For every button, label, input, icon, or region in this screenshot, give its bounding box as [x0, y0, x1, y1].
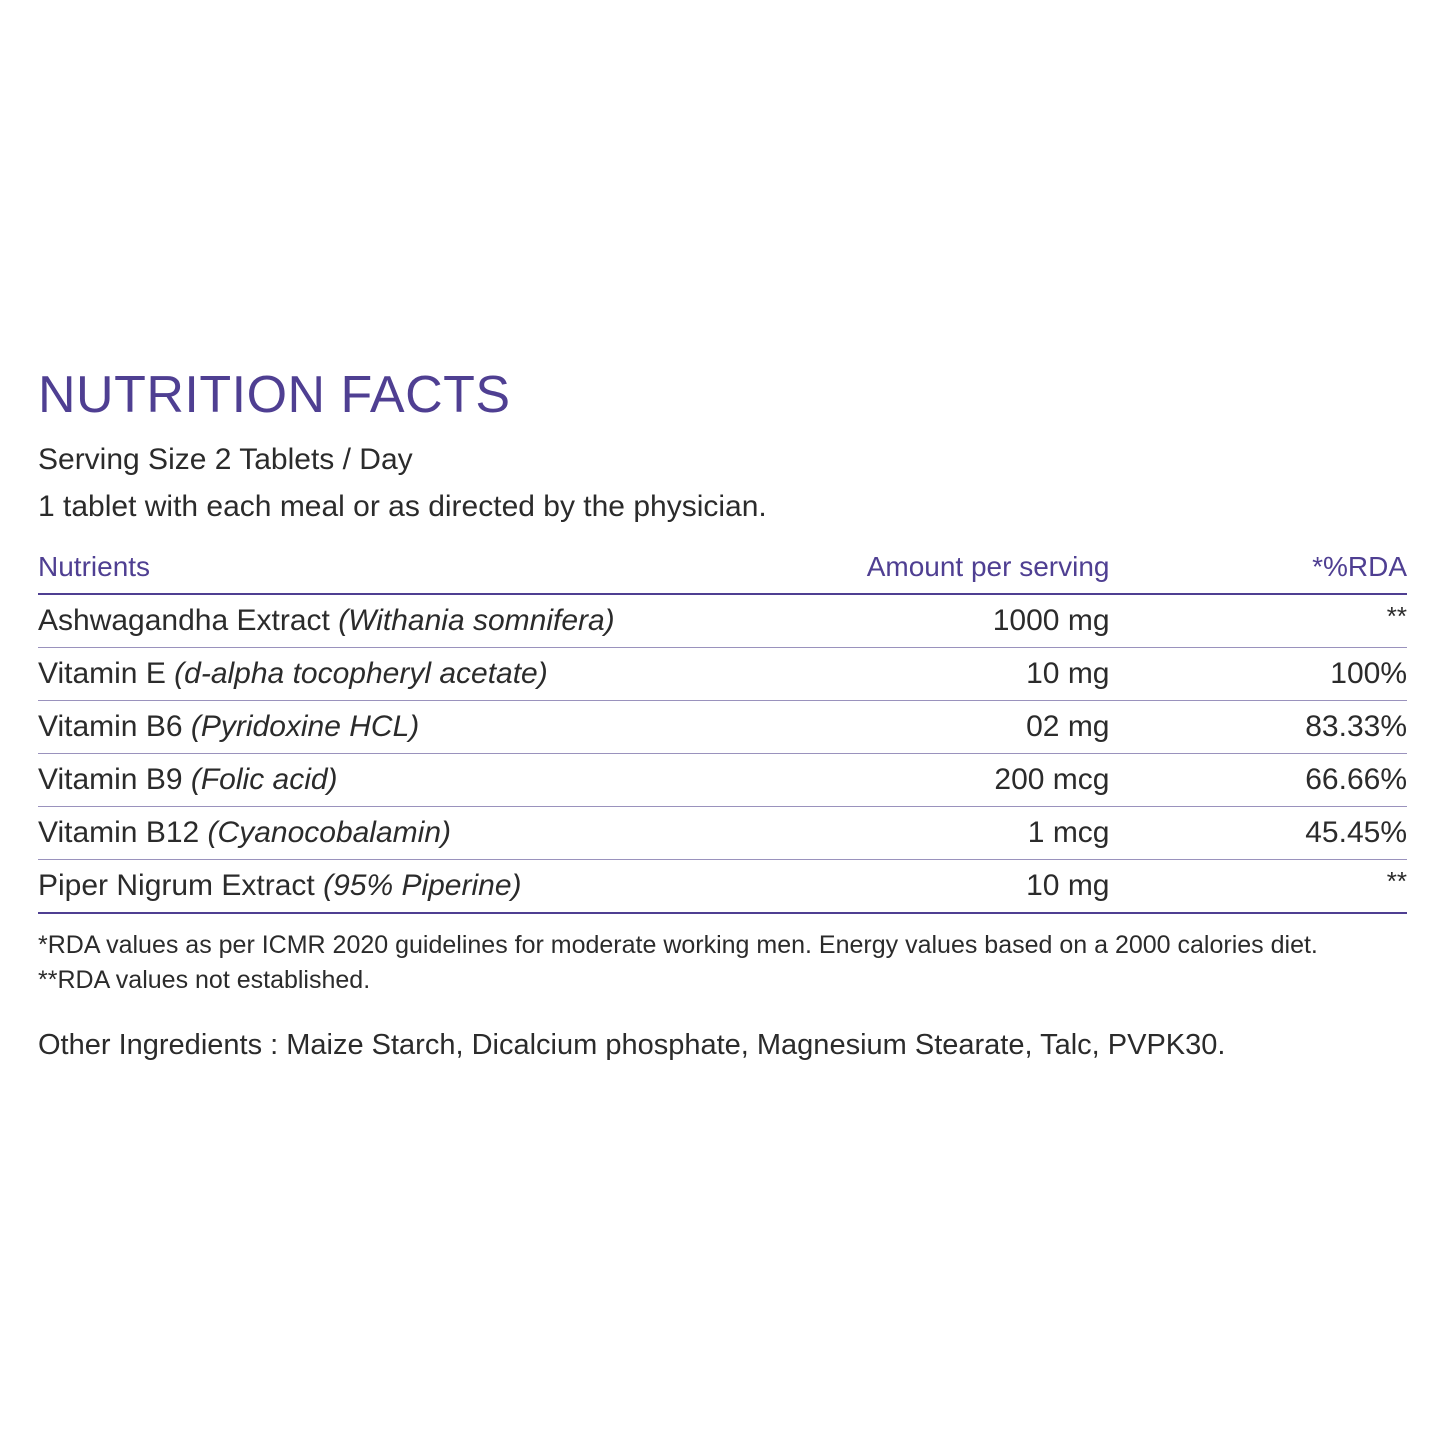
table-row — [38, 753, 1407, 806]
nutrient-name — [38, 753, 750, 806]
nutrient-rda: 66.66% — [1120, 753, 1408, 806]
nutrient-common-name: Ashwagandha Extract — [38, 603, 339, 637]
nutrient-name — [38, 647, 750, 700]
table-row — [38, 647, 1407, 700]
nutrient-amount: 200 mcg — [750, 753, 1120, 806]
nutrient-amount: 10 mg — [750, 647, 1120, 700]
other-ingredients-text: Other Ingredients : Maize Starch, Dicalcium phosphate, Magnesium Stearate, Talc, PVPK30. — [38, 1028, 1226, 1061]
table-header-row — [38, 547, 1407, 594]
nutrient-name — [38, 594, 750, 648]
nutrient-rda: ** — [1120, 859, 1408, 913]
page-title: NUTRITION FACTS — [38, 366, 511, 424]
nutrient-name — [38, 806, 750, 859]
nutrient-rda: ** — [1120, 594, 1408, 648]
serving-size-text: Serving Size 2 Tablets / Day — [38, 442, 413, 476]
table-row — [38, 859, 1407, 913]
nutrient-common-name: Vitamin B6 — [38, 709, 191, 743]
nutrient-rda: 100% — [1120, 647, 1408, 700]
nutrient-rda: 45.45% — [1120, 806, 1408, 859]
nutrient-rda: 83.33% — [1120, 700, 1408, 753]
table-row — [38, 594, 1407, 648]
nutrient-latin-name: (d-alpha tocopheryl acetate) — [174, 656, 548, 690]
nutrient-latin-name: (Withania somnifera) — [338, 603, 615, 637]
nutrient-common-name: Vitamin B9 — [38, 762, 191, 796]
directions-text: 1 tablet with each meal or as directed by the physician. — [38, 489, 767, 523]
footnote-rda-not-established: **RDA values not established. — [38, 966, 371, 995]
nutrient-common-name: Vitamin B12 — [38, 815, 208, 849]
nutrient-latin-name: (Pyridoxine HCL) — [190, 709, 420, 743]
table-row — [38, 700, 1407, 753]
nutrient-latin-name: (Cyanocobalamin) — [207, 815, 451, 849]
nutrient-latin-name: (Folic acid) — [190, 762, 338, 796]
column-header-nutrients: Nutrients — [38, 547, 750, 594]
column-header-rda: *%RDA — [1120, 547, 1408, 594]
nutrient-amount: 1000 mg — [750, 594, 1120, 648]
nutrient-amount: 10 mg — [750, 859, 1120, 913]
nutrient-common-name: Piper Nigrum Extract — [38, 868, 324, 902]
footnotes — [38, 928, 1407, 999]
nutrient-amount: 02 mg — [750, 700, 1120, 753]
nutrient-name — [38, 700, 750, 753]
nutrition-table — [38, 547, 1407, 914]
column-header-amount: Amount per serving — [750, 547, 1120, 594]
nutrient-common-name: Vitamin E — [38, 656, 175, 690]
nutrition-facts-panel — [38, 368, 1407, 1065]
table-row — [38, 806, 1407, 859]
nutrient-latin-name: (95% Piperine) — [323, 868, 522, 902]
nutrient-name — [38, 859, 750, 913]
footnote-rda-source: *RDA values as per ICMR 2020 guidelines for moderate working men. Energy values based on a 2000 calories diet. — [38, 930, 1318, 959]
nutrient-amount: 1 mcg — [750, 806, 1120, 859]
